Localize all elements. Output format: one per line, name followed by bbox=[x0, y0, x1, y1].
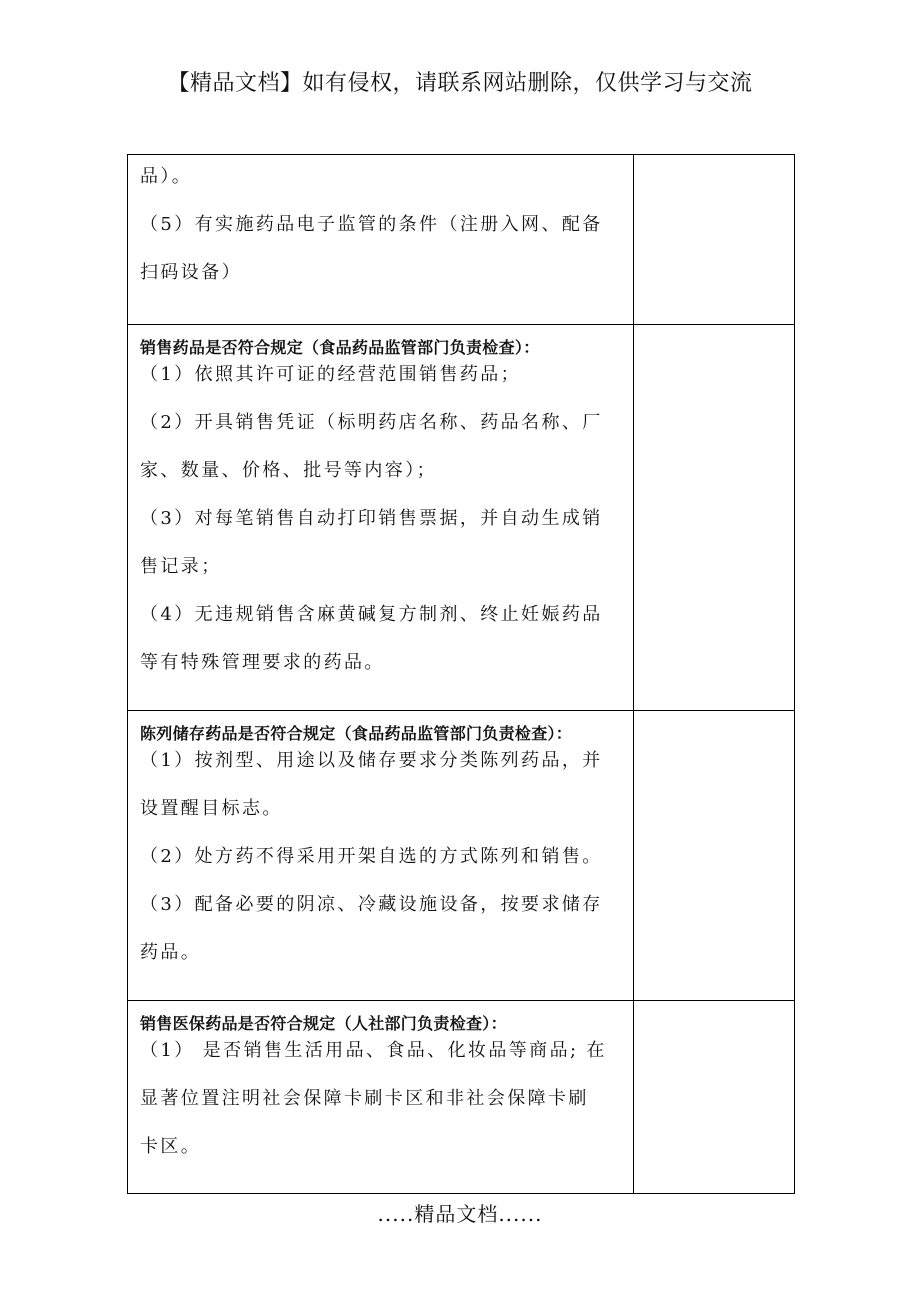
row-content-cell bbox=[128, 711, 634, 1001]
result-cell bbox=[634, 155, 795, 325]
result-cell bbox=[634, 1001, 795, 1194]
inspection-table bbox=[127, 154, 795, 1194]
list-item: （4）无违规销售含麻黄碱复方制剂、终止妊娠药品 bbox=[140, 604, 603, 625]
page-footer: .....精品文档...... bbox=[377, 1202, 543, 1226]
list-item: （3）对每笔销售自动打印销售票据，并自动生成销 bbox=[140, 508, 603, 529]
section-title: 销售医保药品是否符合规定（人社部门负责检查）： bbox=[140, 1014, 507, 1033]
list-item: （2）处方药不得采用开架自选的方式陈列和销售。 bbox=[140, 846, 603, 867]
list-item: （2）开具销售凭证（标明药店名称、药品名称、厂 bbox=[140, 412, 603, 433]
list-item: 等有特殊管理要求的药品。 bbox=[140, 652, 385, 673]
result-cell bbox=[634, 325, 795, 711]
list-item: （3）配备必要的阴凉、冷藏设施设备，按要求储存 bbox=[140, 894, 603, 915]
list-item: （1）依照其许可证的经营范围销售药品； bbox=[140, 364, 522, 385]
table-row bbox=[128, 711, 795, 1001]
list-item: （1） 是否销售生活用品、食品、化妆品等商品; 在 bbox=[140, 1040, 607, 1061]
table-row bbox=[128, 1001, 795, 1194]
list-item: 售记录； bbox=[140, 556, 222, 577]
list-item: 显著位置注明社会保障卡刷卡区和非社会保障卡刷 bbox=[140, 1088, 589, 1109]
table-row bbox=[128, 155, 795, 325]
result-cell bbox=[634, 711, 795, 1001]
list-item: （5）有实施药品电子监管的条件（注册入网、配备 bbox=[140, 214, 603, 235]
list-item: 品）。 bbox=[140, 166, 193, 187]
row-content-cell bbox=[128, 155, 634, 325]
section-title: 销售药品是否符合规定（食品药品监管部门负责检查）： bbox=[140, 338, 540, 357]
list-item: 药品。 bbox=[140, 942, 202, 963]
row-content-cell bbox=[128, 1001, 634, 1194]
list-item: 扫码设备） bbox=[140, 262, 242, 283]
section-title: 陈列储存药品是否符合规定（食品药品监管部门负责检查）： bbox=[140, 724, 573, 743]
list-item: 设置醒目标志。 bbox=[140, 798, 283, 819]
page-header: 【精品文档】如有侵权，请联系网站删除，仅供学习与交流 bbox=[167, 71, 753, 96]
list-item: （1）按剂型、用途以及储存要求分类陈列药品，并 bbox=[140, 750, 603, 771]
row-content-cell bbox=[128, 325, 634, 711]
list-item: 卡区。 bbox=[140, 1136, 202, 1157]
table-row bbox=[128, 325, 795, 711]
list-item: 家、数量、价格、批号等内容）； bbox=[140, 460, 437, 481]
